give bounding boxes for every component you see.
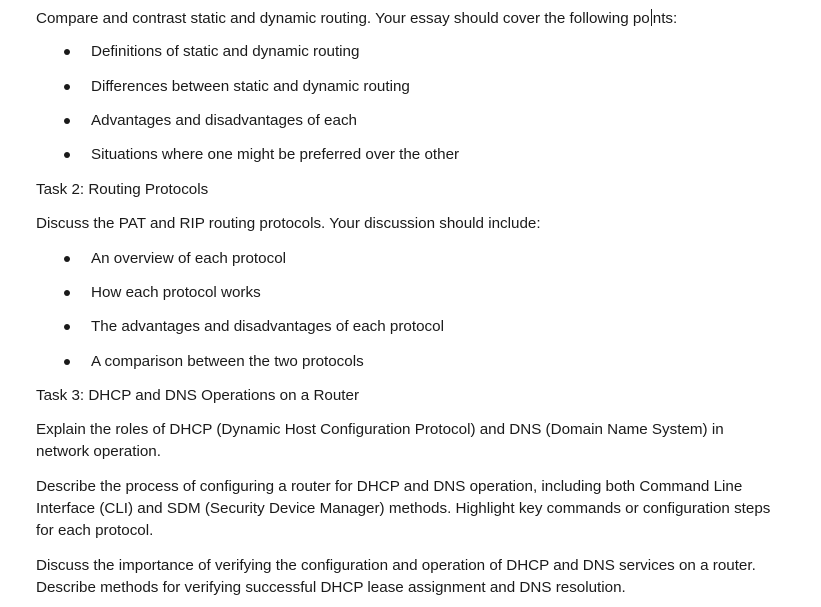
task3-paragraph: Discuss the importance of verifying the configuration and operation of DHCP and DNS services on a router. Describe methods for verifying successful DHCP lease assignment and DNS resolution. — [36, 557, 756, 596]
bullet-icon — [64, 118, 70, 124]
list-item-text: Situations where one might be preferred over the other — [91, 146, 460, 163]
text-cursor — [651, 9, 652, 26]
list-item-text: Advantages and disadvantages of each — [91, 112, 357, 129]
bullet-icon — [64, 359, 70, 365]
task3-paragraph: Explain the roles of DHCP (Dynamic Host Configuration Protocol) and DNS (Domain Name System) in network operation. — [36, 421, 724, 460]
list-item-text: An overview of each protocol — [91, 250, 287, 267]
bullet-icon — [64, 152, 70, 158]
task2-heading: Task 2: Routing Protocols — [36, 181, 209, 198]
bullet-icon — [64, 256, 70, 262]
intro-text-part2: nts: — [652, 10, 678, 27]
bullet-icon — [64, 324, 70, 330]
intro-text-part1: Compare and contrast static and dynamic routing. Your essay should cover the following po — [36, 10, 650, 27]
intro-line[interactable] — [36, 9, 677, 28]
bullet-icon — [64, 49, 70, 55]
bullet-icon — [64, 84, 70, 90]
list-item-text: How each protocol works — [91, 284, 261, 301]
list-item-text: The advantages and disadvantages of each protocol — [91, 318, 444, 335]
list-item-text: Definitions of static and dynamic routing — [91, 43, 360, 60]
task3-heading: Task 3: DHCP and DNS Operations on a Router — [36, 387, 360, 404]
list-item-text: A comparison between the two protocols — [91, 353, 364, 370]
task2-intro: Discuss the PAT and RIP routing protocols. Your discussion should include: — [36, 215, 541, 232]
task3-paragraph: Describe the process of configuring a router for DHCP and DNS operation, including both Command Line Interface (CLI) and SDM (Security Device Manager) methods. Highlight key commands or configuration steps for each protocol. — [36, 478, 771, 539]
bullet-icon — [64, 290, 70, 296]
list-item-text: Differences between static and dynamic routing — [91, 78, 410, 95]
